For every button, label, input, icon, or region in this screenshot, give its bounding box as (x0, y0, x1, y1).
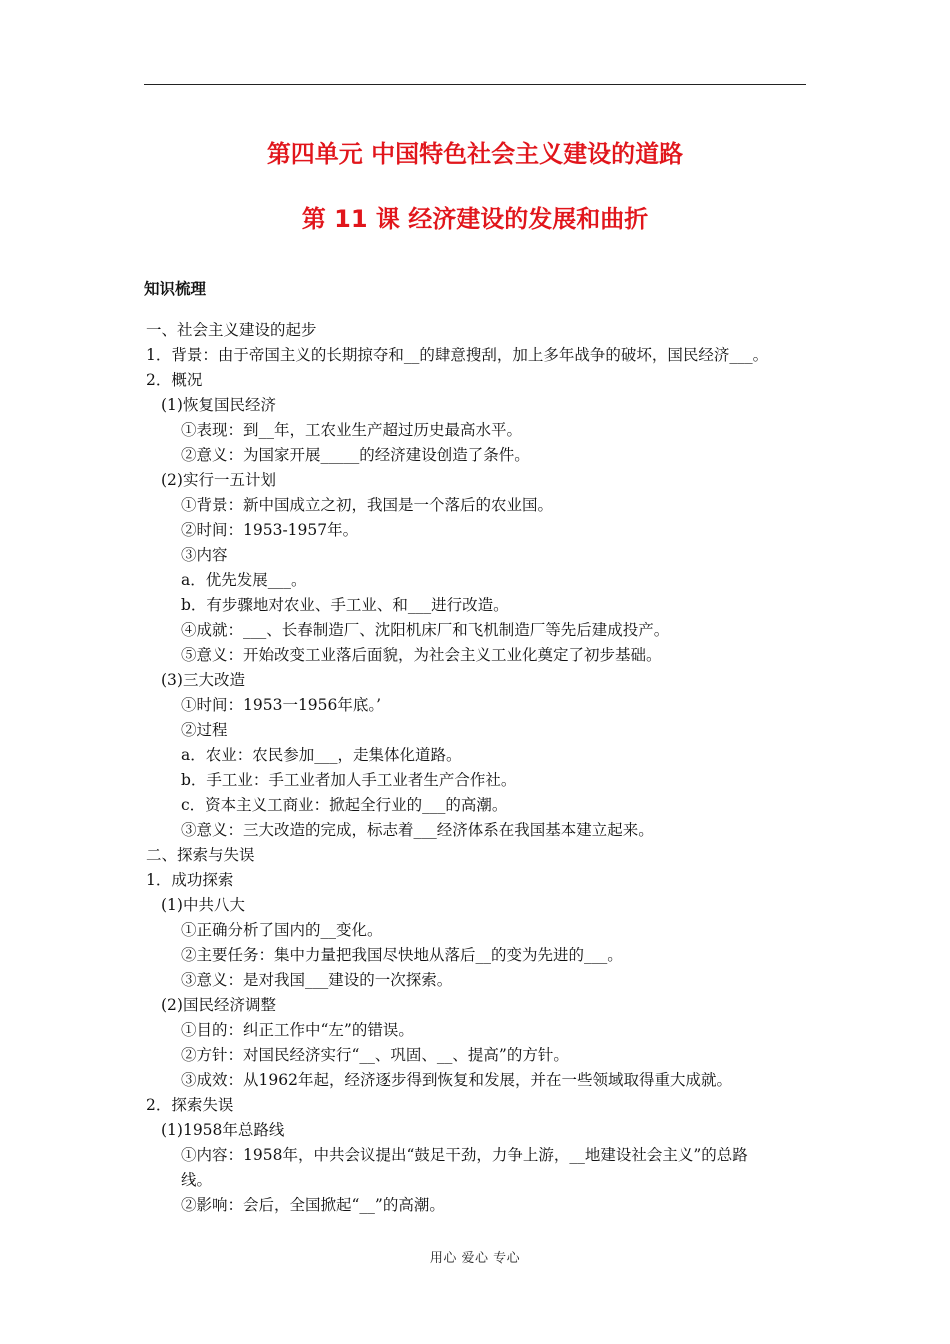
list-item: 2．概况 (146, 371, 203, 389)
list-item: b．手工业：手工业者加人手工业者生产合作社。 (181, 771, 517, 789)
list-item: ③成效：从1962年起，经济逐步得到恢复和发展，并在一些领域取得重大成就。 (181, 1071, 732, 1089)
list-item: (2)实行一五计划 (161, 471, 276, 489)
section-heading: 知识梳理 (144, 280, 207, 298)
list-item: ①表现：到__年，工农业生产超过历史最高水平。 (181, 421, 523, 439)
heading-part-two: 二、探索与失误 (146, 846, 255, 864)
list-item: ②意义：为国家开展_____的经济建设创造了条件。 (181, 446, 530, 464)
list-item: (1)中共八大 (161, 896, 245, 914)
list-item: ①时间：1953一1956年底。’ (181, 696, 382, 714)
list-item: ①正确分析了国内的__变化。 (181, 921, 383, 939)
lesson-title: 第 11 课 经济建设的发展和曲折 (301, 205, 649, 233)
page-footer: 用心 爱心 专心 (429, 1251, 521, 1266)
list-item: 线。 (181, 1171, 213, 1189)
list-item: ①目的：纠正工作中“左”的错误。 (181, 1021, 414, 1039)
list-item: a．农业：农民参加___，走集体化道路。 (181, 746, 462, 764)
unit-title: 第四单元 中国特色社会主义建设的道路 (266, 140, 684, 168)
list-item: ②影响：会后，全国掀起“__”的高潮。 (181, 1196, 445, 1214)
list-item: (2)国民经济调整 (161, 996, 276, 1014)
list-item: ②主要任务：集中力量把我国尽快地从落后__的变为先进的___。 (181, 946, 623, 964)
list-item: 1．背景：由于帝国主义的长期掠夺和__的肆意搜刮，加上多年战争的破坏，国民经济___。 (146, 346, 769, 364)
list-item: (1)1958年总路线 (161, 1121, 285, 1139)
list-item: a．优先发展___。 (181, 571, 307, 589)
header-rule (144, 84, 806, 85)
list-item: ①内容：1958年，中共会议提出“鼓足干劲，力争上游，__地建设社会主义”的总路 (181, 1146, 748, 1164)
list-item: ②方针：对国民经济实行“__、巩固、__、提高”的方针。 (181, 1046, 569, 1064)
list-item: ④成就：___、长春制造厂、沈阳机床厂和飞机制造厂等先后建成投产。 (181, 621, 670, 639)
list-item: ②时间：1953-1957年。 (181, 521, 359, 539)
list-item: c．资本主义工商业：掀起全行业的___的高潮。 (181, 796, 508, 814)
list-item: (3)三大改造 (161, 671, 245, 689)
list-item: ③内容 (181, 546, 228, 564)
list-item: ③意义：三大改造的完成，标志着___经济体系在我国基本建立起来。 (181, 821, 654, 839)
list-item: 1．成功探索 (146, 871, 234, 889)
list-item: (1)恢复国民经济 (161, 396, 276, 414)
heading-part-one: 一、社会主义建设的起步 (146, 321, 317, 339)
list-item: ①背景：新中国成立之初，我国是一个落后的农业国。 (181, 496, 554, 514)
list-item: ③意义：是对我国___建设的一次探索。 (181, 971, 453, 989)
list-item: ②过程 (181, 721, 228, 739)
list-item: ⑤意义：开始改变工业落后面貌，为社会主义工业化奠定了初步基础。 (181, 646, 662, 664)
list-item: 2．探索失误 (146, 1096, 234, 1114)
list-item: b．有步骤地对农业、手工业、和___进行改造。 (181, 596, 509, 614)
